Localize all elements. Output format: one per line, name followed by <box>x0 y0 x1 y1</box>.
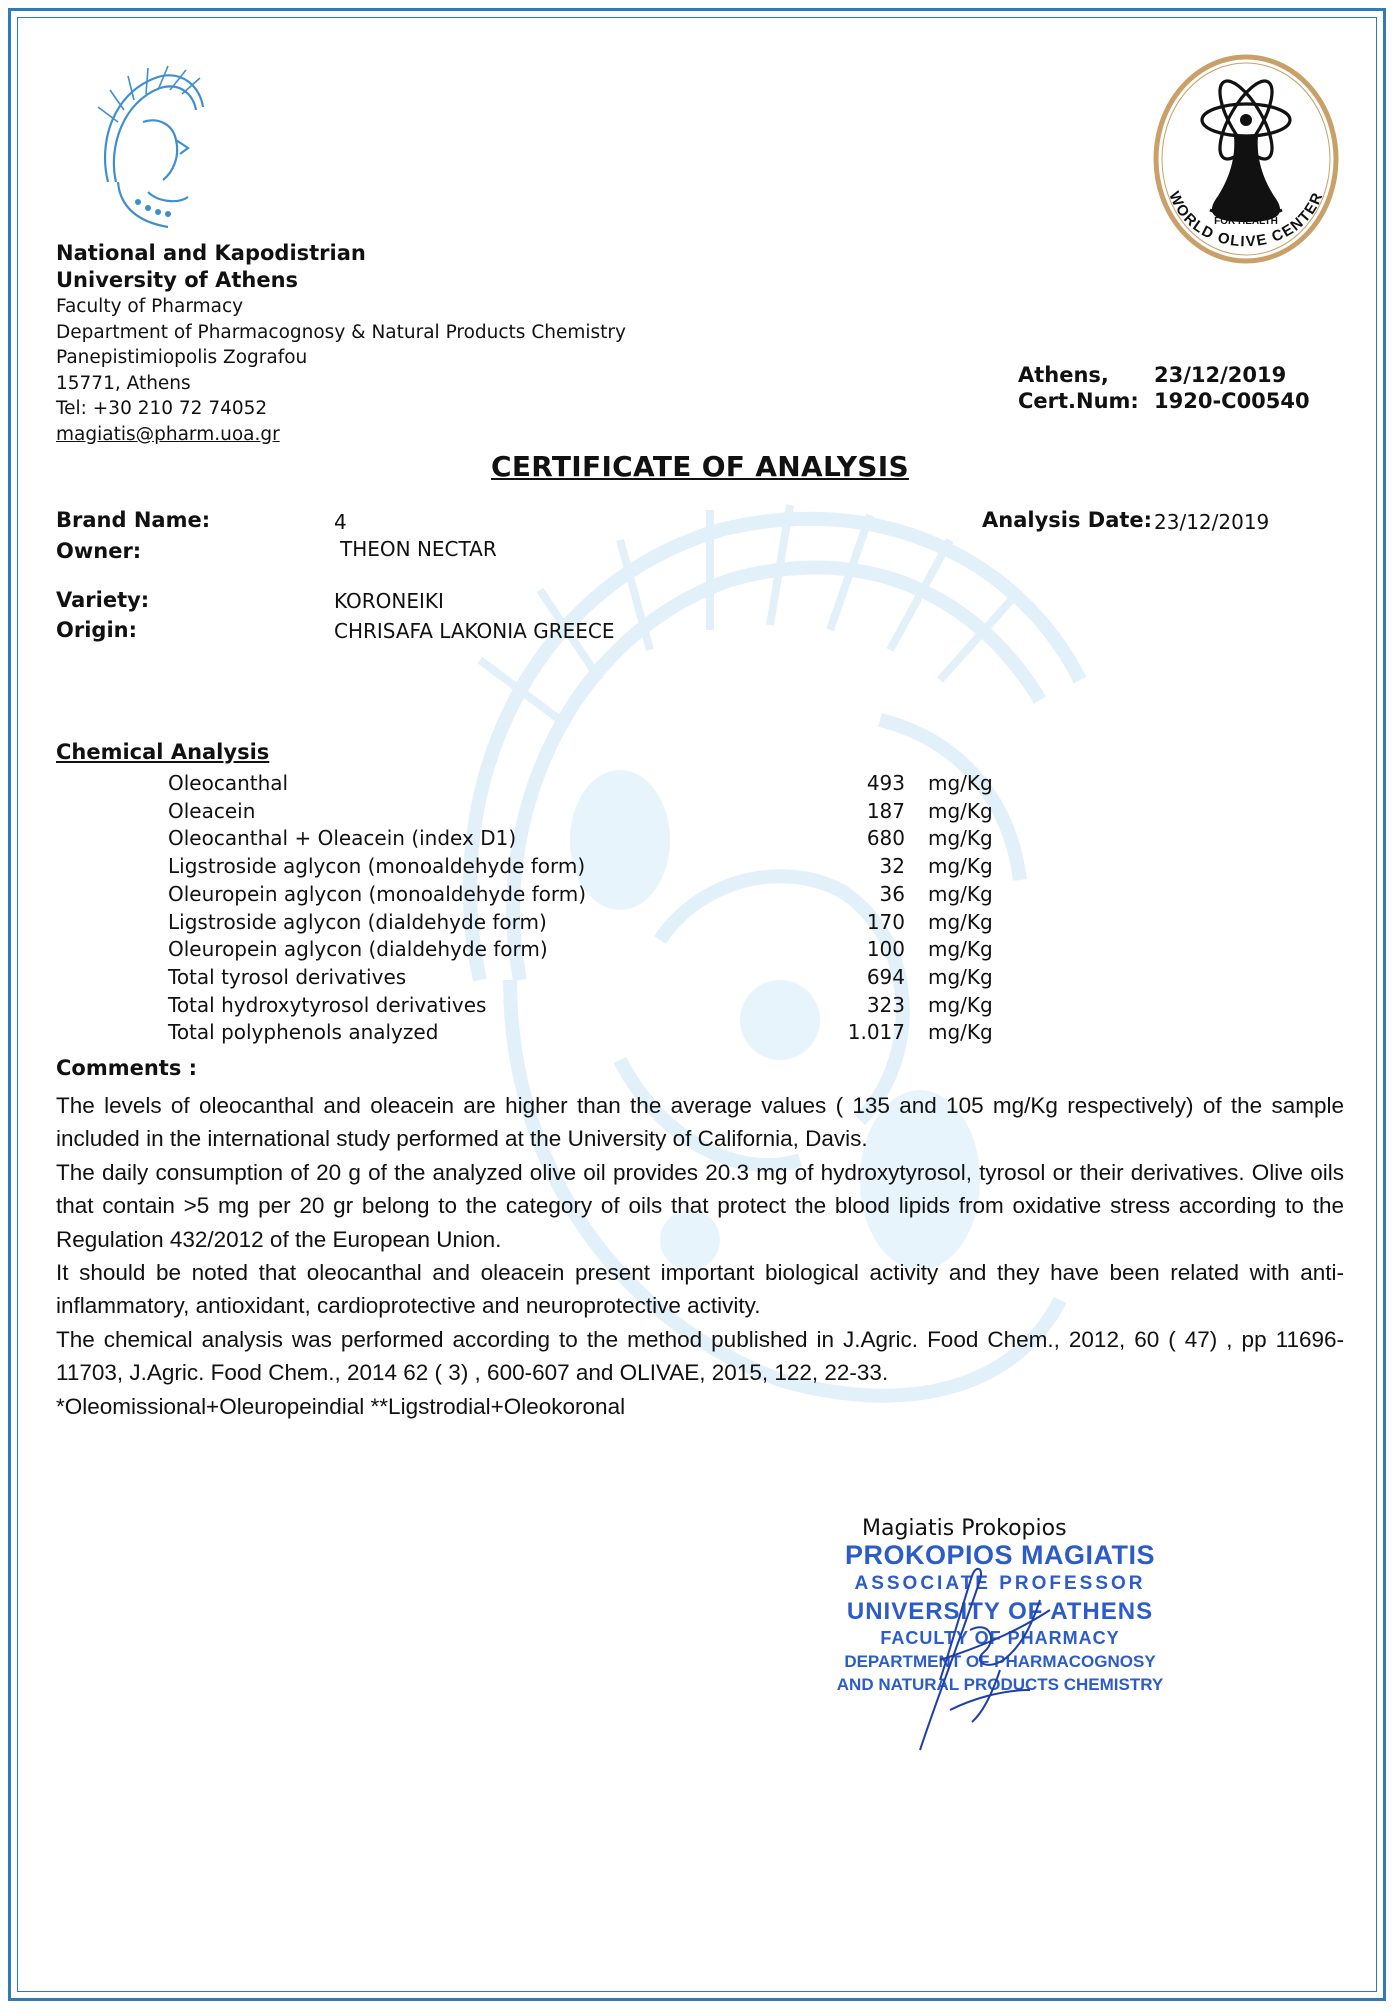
cert-number: 1920-C00540 <box>1154 389 1310 413</box>
compound-unit: mg/Kg <box>928 881 993 906</box>
compound-unit: mg/Kg <box>928 964 993 989</box>
athena-crest-icon <box>88 62 208 232</box>
compound-name: Ligstroside aglycon (monoaldehyde form) <box>168 854 586 879</box>
stamp-line: AND NATURAL PRODUCTS CHEMISTRY <box>836 1675 1164 1694</box>
university-name-line1: National and Kapodistrian <box>56 241 366 265</box>
origin-label: Origin: <box>56 618 137 642</box>
address-line2: 15771, Athens <box>56 372 191 394</box>
chem-row <box>168 854 998 882</box>
chem-row <box>168 937 998 965</box>
stamp-line: PROKOPIOS MAGIATIS <box>844 1540 1156 1570</box>
comment-paragraph: The chemical analysis was performed according to the method published in J.Agric. Food Chem., 2012, 60 ( 47) , pp 11696-11703, J.Agric. Food Chem., 2014 62 ( 3) , 600-607 and OLIVAE, 2015, 122, 22-33. <box>56 1326 1344 1386</box>
department-line: Department of Pharmacognosy & Natural Products Chemistry <box>56 321 626 343</box>
compound-name: Oleacein <box>168 798 256 823</box>
compound-name: Oleocanthal + Oleacein (index D1) <box>168 826 517 851</box>
brand-value: 4 <box>334 510 347 534</box>
compound-unit: mg/Kg <box>928 909 993 934</box>
comments-title: Comments : <box>56 1056 198 1080</box>
compound-unit: mg/Kg <box>928 937 993 962</box>
stamp-line: UNIVERSITY OF ATHENS <box>846 1598 1154 1625</box>
compound-unit: mg/Kg <box>928 771 993 795</box>
compound-value: 323 <box>866 992 905 1017</box>
compound-value: 493 <box>866 771 905 795</box>
compound-name: Total hydroxytyrosol derivatives <box>168 992 487 1017</box>
comment-footnote: *Oleomissional+Oleuropeindial **Ligstrodial+Oleokoronal <box>56 1393 626 1419</box>
handwritten-signature <box>880 1540 1080 1760</box>
university-address-block <box>56 240 626 447</box>
compound-name: Total tyrosol derivatives <box>168 964 407 989</box>
compound-value: 1.017 <box>847 1020 905 1045</box>
chem-row <box>168 1020 998 1048</box>
svg-text:WORLD OLIVE CENTER <box>1165 189 1327 250</box>
compound-value: 100 <box>866 937 905 962</box>
world-olive-center-logo <box>1148 50 1344 268</box>
university-name-line2: University of Athens <box>56 268 299 292</box>
chemical-analysis-title: Chemical Analysis <box>56 740 270 764</box>
variety-value: KORONEIKI <box>334 589 444 613</box>
stamp-line: FACULTY OF PHARMACY <box>880 1628 1120 1648</box>
chem-row <box>168 993 998 1021</box>
comment-paragraph: The daily consumption of 20 g of the analyzed olive oil provides 20.3 mg of hydroxytyrosol, tyrosol or their derivatives. Olive oils that contain >5 mg per 20 gr belong to the category of oils that protect the blood lipids from oxidative stress according to the Regulation 432/2012 of the European Union. <box>56 1159 1344 1252</box>
compound-unit: mg/Kg <box>928 854 993 879</box>
tel-line: Tel: +30 210 72 74052 <box>56 398 268 419</box>
address-line1: Panepistimiopolis Zografou <box>56 347 308 368</box>
compound-name: Oleocanthal <box>168 771 289 795</box>
compound-unit: mg/Kg <box>928 992 993 1017</box>
analysis-date-value: 23/12/2019 <box>1154 510 1270 534</box>
owner-label: Owner: <box>56 539 142 563</box>
analysis-date-label: Analysis Date: <box>982 508 1153 532</box>
logo-arc-text: WORLD OLIVE CENTER <box>1165 188 1327 251</box>
faculty-line: Faculty of Pharmacy <box>56 296 244 317</box>
compound-value: 680 <box>866 826 905 851</box>
compound-unit: mg/Kg <box>928 826 993 851</box>
place-label: Athens, <box>1018 363 1109 387</box>
compound-value: 170 <box>866 909 905 934</box>
compound-name: Oleuropein aglycon (monoaldehyde form) <box>168 881 587 906</box>
compound-name: Ligstroside aglycon (dialdehyde form) <box>168 909 547 934</box>
variety-label: Variety: <box>56 588 150 612</box>
compound-name: Oleuropein aglycon (dialdehyde form) <box>168 937 548 962</box>
chem-row <box>168 910 998 938</box>
email-link[interactable]: magiatis@pharm.uoa.gr <box>56 423 280 445</box>
comments-body <box>56 1089 1344 1423</box>
certificate-title: CERTIFICATE OF ANALYSIS <box>491 450 909 483</box>
compound-name: Total polyphenols analyzed <box>168 1020 439 1045</box>
brand-label: Brand Name: <box>56 508 211 532</box>
chem-row <box>168 826 998 854</box>
compound-value: 32 <box>879 854 905 879</box>
cert-label: Cert.Num: <box>1018 389 1139 413</box>
compound-value: 36 <box>879 881 905 906</box>
stamp-line: DEPARTMENT OF PHARMACOGNOSY <box>844 1652 1156 1671</box>
comment-paragraph: It should be noted that oleocanthal and oleacein present important biological activity and they have been related with anti-inflammatory, antioxidant, cardioprotective and neuroprotective activity. <box>56 1260 1344 1319</box>
header-date: 23/12/2019 <box>1154 363 1287 387</box>
chem-row <box>168 965 998 993</box>
chem-row <box>168 799 998 827</box>
compound-unit: mg/Kg <box>928 1020 993 1045</box>
origin-value: CHRISAFA LAKONIA GREECE <box>334 619 615 643</box>
stamp-line: ASSOCIATE PROFESSOR <box>854 1573 1146 1594</box>
compound-unit: mg/Kg <box>928 798 993 823</box>
header-date-cert-block <box>1018 362 1310 414</box>
comment-paragraph: The levels of oleocanthal and oleacein are higher than the average values ( 135 and 105 mg/Kg respectively) of the sample included in the international study performed at the University of California, Davis. <box>56 1093 1344 1152</box>
owner-value: THEON NECTAR <box>340 537 497 561</box>
chem-row <box>168 771 998 799</box>
compound-value: 694 <box>866 964 905 989</box>
chem-row <box>168 882 998 910</box>
compound-value: 187 <box>866 798 905 823</box>
logo-top-text: FOR HEALTH <box>1214 216 1278 227</box>
signatory-name: Magiatis Prokopios <box>862 1516 1067 1541</box>
